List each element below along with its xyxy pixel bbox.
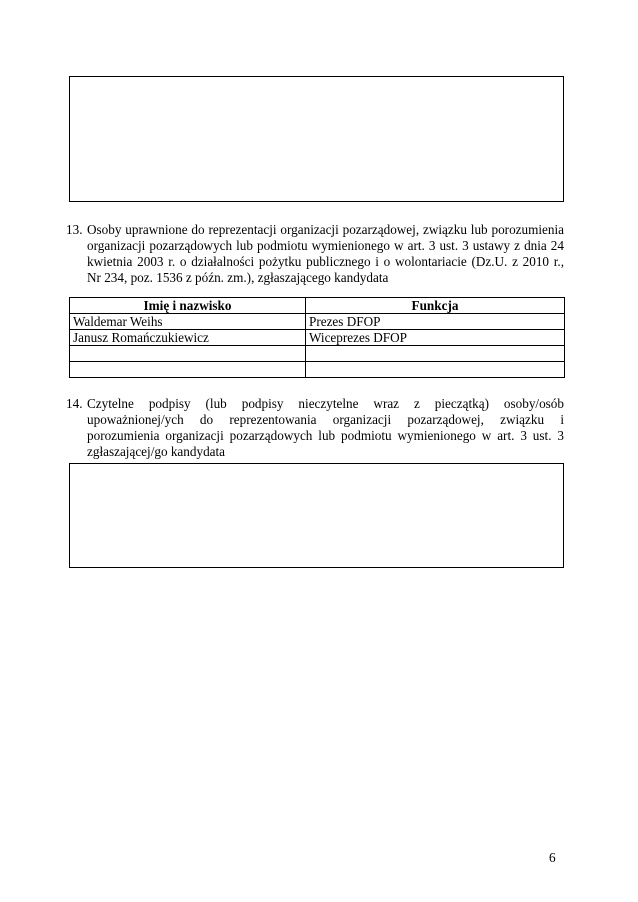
section-14-line: Czytelne podpisy (lub podpisy nieczytelne wraz z pieczątką) osoby/osób xyxy=(87,396,564,411)
section-13 xyxy=(66,222,564,286)
section-14-line: porozumienia organizacji pozarządowych lub podmiotu wymienionego w art. 3 ust. 3 xyxy=(87,428,564,443)
name-cell xyxy=(70,346,306,362)
table-row xyxy=(70,362,565,378)
table-row xyxy=(70,314,565,330)
table-row xyxy=(70,346,565,362)
section-14-line: upoważnionej/ych do reprezentowania organizacji pozarządowej, związku i xyxy=(87,412,564,427)
table-row xyxy=(70,330,565,346)
section-13-line: organizacji pozarządowych lub podmiotu wymienionego w art. 3 ust. 3 ustawy z dnia 24 xyxy=(87,238,564,253)
name-cell: Waldemar Weihs xyxy=(70,314,306,330)
section-13-line: Nr 234, poz. 1536 z późn. zm.), zgłaszającego kandydata xyxy=(87,270,389,285)
name-cell: Janusz Romańczukiewicz xyxy=(70,330,306,346)
representatives-table xyxy=(69,297,565,378)
section-13-number: 13. xyxy=(66,222,83,237)
table-header-row xyxy=(70,298,565,314)
function-cell xyxy=(306,362,565,378)
section-14-line: zgłaszającej/go kandydata xyxy=(87,444,226,459)
section-14-number: 14. xyxy=(66,396,83,411)
page-number: 6 xyxy=(549,850,556,865)
column-header-name: Imię i nazwisko xyxy=(70,298,306,314)
signature-box xyxy=(69,463,564,568)
section-13-line: kwietnia 2003 r. o działalności pożytku publicznego i o wolontariacie (Dz.U. z 2010 r., xyxy=(87,254,564,269)
text-box-top xyxy=(69,76,564,202)
section-13-line: Osoby uprawnione do reprezentacji organizacji pozarządowej, związku lub porozumienia xyxy=(87,222,564,237)
function-cell: Wiceprezes DFOP xyxy=(306,330,565,346)
column-header-function: Funkcja xyxy=(306,298,565,314)
name-cell xyxy=(70,362,306,378)
function-cell xyxy=(306,346,565,362)
section-14 xyxy=(66,396,564,460)
function-cell: Prezes DFOP xyxy=(306,314,565,330)
